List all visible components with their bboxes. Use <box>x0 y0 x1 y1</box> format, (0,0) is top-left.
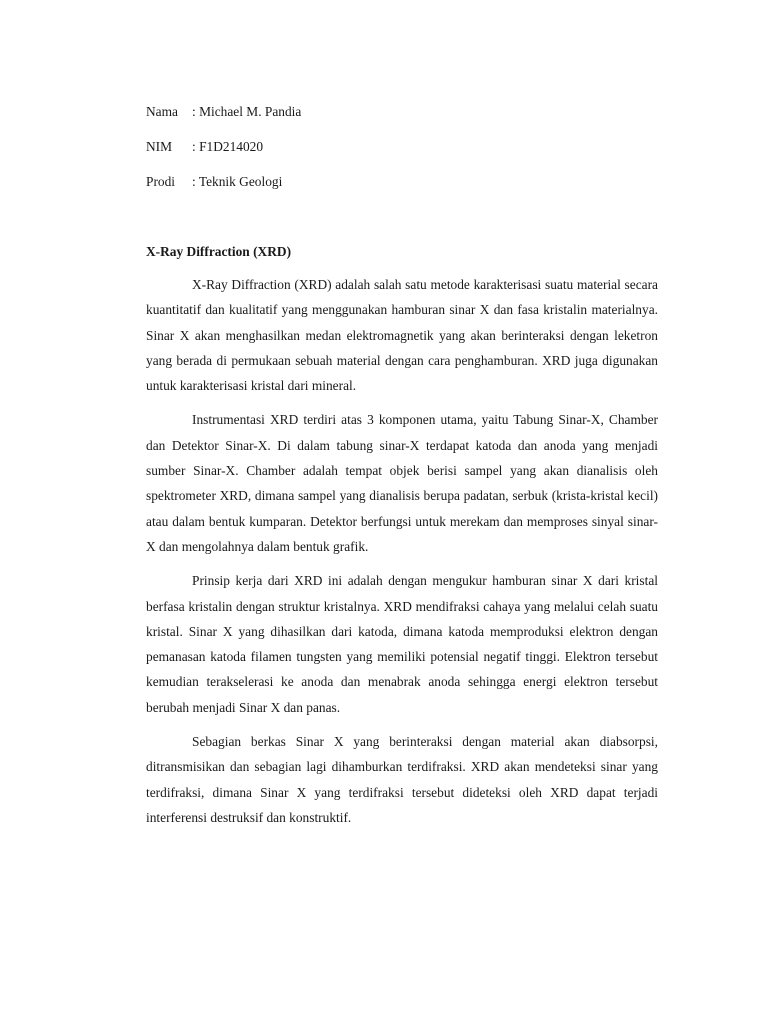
info-row-prodi <box>146 170 658 205</box>
paragraph: Instrumentasi XRD terdiri atas 3 komponen utama, yaitu Tabung Sinar-X, Chamber dan Detektor Sinar-X. Di dalam tabung sinar-X terdapat katoda dan anoda yang menjadi sumber Sinar-X. Chamber adalah tempat objek berisi sampel yang akan dianalisis oleh spektrometer XRD, dimana sampel yang dianalisis berupa padatan, serbuk (krista-kristal kecil) atau dalam bentuk kumparan. Detektor berfungsi untuk merekam dan memproses sinyal sinar-X dan mengolahnya dalam bentuk grafik. <box>146 412 658 554</box>
info-row-nama <box>146 100 658 135</box>
info-value: : Michael M. Pandia <box>192 104 302 119</box>
section-heading: X-Ray Diffraction (XRD) <box>146 244 292 259</box>
student-info <box>146 100 658 205</box>
paragraph: X-Ray Diffraction (XRD) adalah salah satu metode karakterisasi suatu material secara kuantitatif dan kualitatif yang menggunakan hamburan sinar X dan fasa kristalin materialnya. Sinar X akan menghasilkan medan elektromagnetik yang akan berinteraksi dengan leketron yang berada di permukaan sebuah material dengan cara penghamburan. XRD juga digunakan untuk karakterisasi kristal dari mineral. <box>146 277 658 394</box>
info-label: NIM <box>146 139 173 154</box>
paragraph: Prinsip kerja dari XRD ini adalah dengan mengukur hamburan sinar X dari kristal berfasa kristalin dengan struktur kristalnya. XRD mendifraksi cahaya yang melalui celah suatu kristal. Sinar X yang dihasilkan dari katoda, dimana katoda memproduksi elektron dengan pemanasan katoda filamen tungsten yang memiliki potensial negatif tinggi. Elektron tersebut kemudian terakselerasi ke anoda dan menabrak anoda sehingga energi elektron tersebut berubah menjadi Sinar X dan panas. <box>146 573 658 715</box>
info-row-nim <box>146 135 658 170</box>
info-label: Nama <box>146 104 178 119</box>
document-page <box>146 100 658 825</box>
paragraph: Sebagian berkas Sinar X yang berinteraksi dengan material akan diabsorpsi, ditransmisikan dan sebagian lagi dihamburkan terdifraksi. XRD akan mendeteksi sinar yang terdifraksi, dimana Sinar X yang terdifraksi tersebut dideteksi oleh XRD dapat terjadi interferensi destruksif dan konstruktif. <box>146 734 658 825</box>
body-text <box>146 272 658 839</box>
info-value: : F1D214020 <box>192 139 264 154</box>
info-label: Prodi <box>146 174 176 189</box>
info-value: : Teknik Geologi <box>192 174 283 189</box>
